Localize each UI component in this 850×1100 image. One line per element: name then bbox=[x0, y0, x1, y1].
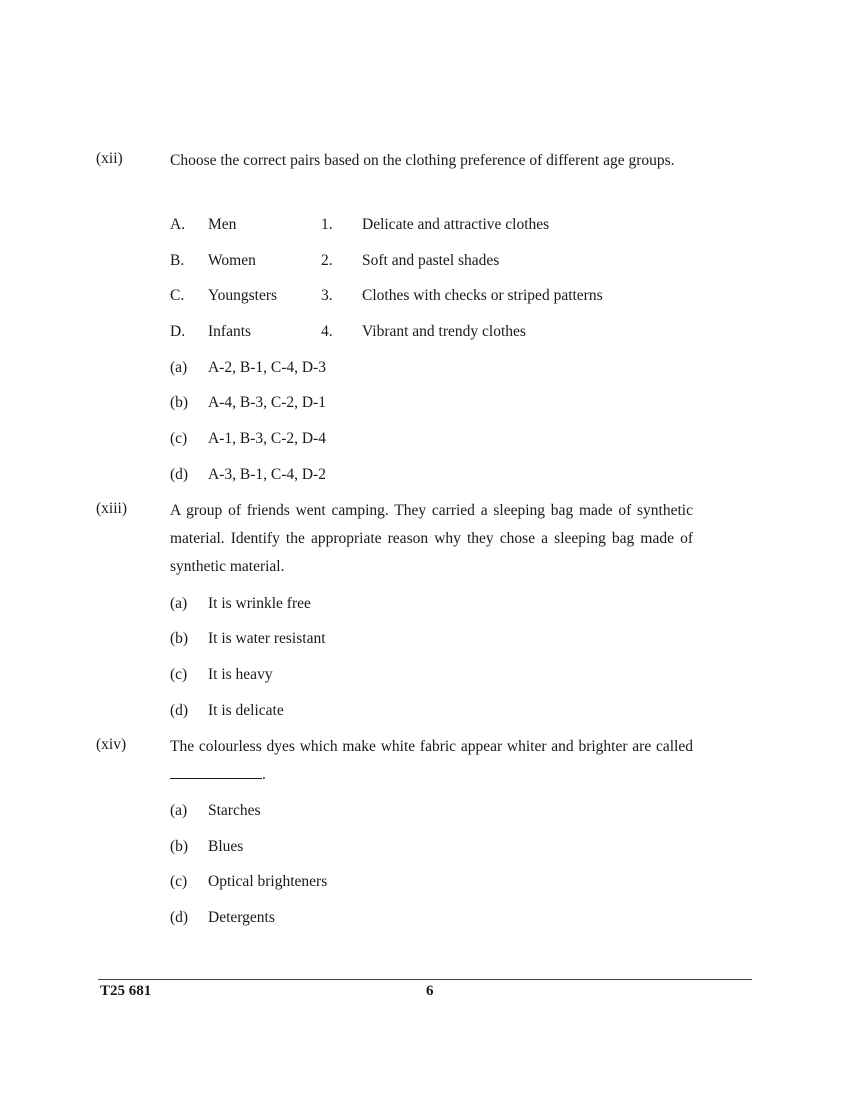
option-label: (b) bbox=[170, 394, 189, 411]
option-text: A-1, B-3, C-2, D-4 bbox=[208, 430, 326, 447]
page-number: 6 bbox=[426, 983, 434, 999]
match-left-label: A. bbox=[170, 216, 186, 233]
option-label: (c) bbox=[170, 666, 188, 683]
question-text-xii: Choose the correct pairs based on the clothing preference of different age groups. bbox=[170, 152, 675, 169]
match-right-label: 2. bbox=[321, 252, 333, 269]
match-left-text: Women bbox=[208, 252, 256, 269]
match-left-label: D. bbox=[170, 323, 186, 340]
question-number-xii: (xii) bbox=[96, 150, 123, 167]
question-number-xiii: (xiii) bbox=[96, 500, 127, 517]
match-right-text: Delicate and attractive clothes bbox=[362, 216, 550, 233]
match-left-label: C. bbox=[170, 287, 185, 304]
match-right-label: 4. bbox=[321, 323, 333, 340]
question-number-xiv: (xiv) bbox=[96, 736, 127, 753]
match-left-text: Men bbox=[208, 216, 237, 233]
paper-code: T25 681 bbox=[100, 983, 152, 999]
option-label: (a) bbox=[170, 359, 188, 376]
option-label: (c) bbox=[170, 430, 188, 447]
option-label: (b) bbox=[170, 838, 189, 855]
option-text: A-3, B-1, C-4, D-2 bbox=[208, 466, 326, 483]
match-right-label: 1. bbox=[321, 216, 333, 233]
option-label: (d) bbox=[170, 702, 189, 719]
option-text: Optical brighteners bbox=[208, 873, 328, 890]
option-text: A-2, B-1, C-4, D-3 bbox=[208, 359, 326, 376]
option-text: Blues bbox=[208, 838, 244, 855]
option-label: (a) bbox=[170, 802, 188, 819]
question-text-before-blank: The colourless dyes which make white fabric appear whiter and brighter are called bbox=[170, 738, 693, 755]
option-text: It is wrinkle free bbox=[208, 595, 311, 612]
option-label: (d) bbox=[170, 466, 189, 483]
option-label: (c) bbox=[170, 873, 188, 890]
match-left-text: Infants bbox=[208, 323, 252, 340]
match-right-text: Clothes with checks or striped patterns bbox=[362, 287, 603, 304]
option-label: (a) bbox=[170, 595, 188, 612]
option-text: It is delicate bbox=[208, 702, 284, 719]
option-text: Starches bbox=[208, 802, 261, 819]
match-right-label: 3. bbox=[321, 287, 333, 304]
match-left-label: B. bbox=[170, 252, 185, 269]
option-text: It is heavy bbox=[208, 666, 273, 683]
option-text: It is water resistant bbox=[208, 630, 326, 647]
question-text-xiv bbox=[170, 733, 693, 789]
match-left-text: Youngsters bbox=[208, 287, 278, 304]
option-text: Detergents bbox=[208, 909, 275, 926]
question-text-xiii: A group of friends went camping. They carried a sleeping bag made of synthetic material. Identify the appropriate reason why they chose a sleeping bag made of synthetic material. bbox=[170, 502, 693, 575]
option-text: A-4, B-3, C-2, D-1 bbox=[208, 394, 326, 411]
match-right-text: Soft and pastel shades bbox=[362, 252, 500, 269]
question-text-after-blank: . bbox=[262, 766, 266, 783]
option-label: (b) bbox=[170, 630, 189, 647]
footer-divider bbox=[98, 979, 752, 980]
fill-in-blank bbox=[170, 762, 262, 779]
option-label: (d) bbox=[170, 909, 189, 926]
match-right-text: Vibrant and trendy clothes bbox=[362, 323, 526, 340]
